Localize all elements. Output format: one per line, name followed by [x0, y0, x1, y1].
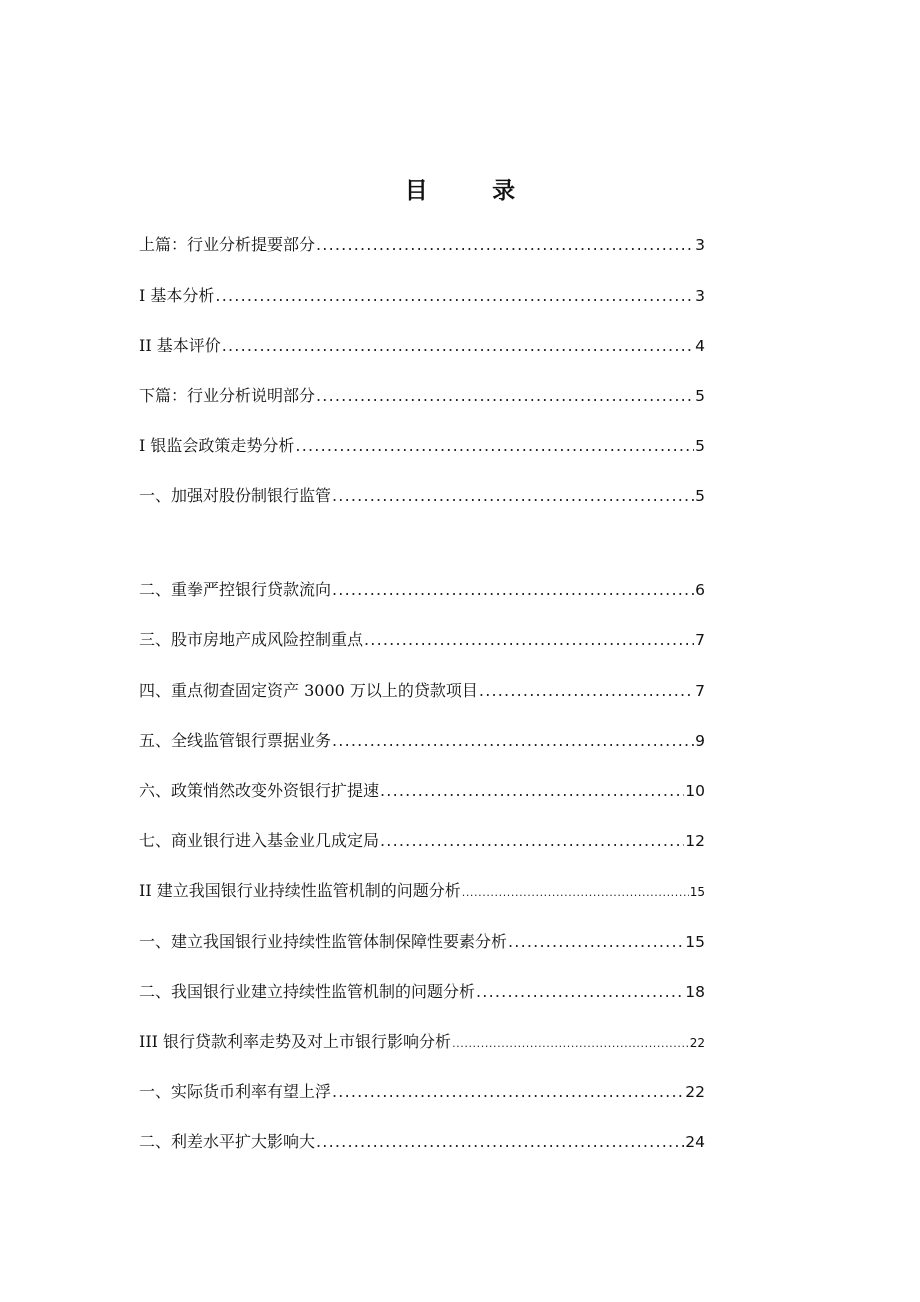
toc-entry[interactable] — [139, 1081, 705, 1103]
dot-leader — [332, 579, 694, 601]
toc-entry-label: 四、重点彻查固定资产 3000 万以上的贷款项目 — [139, 681, 478, 700]
toc-entry[interactable] — [139, 880, 705, 902]
toc-entry[interactable] — [139, 1131, 705, 1153]
toc-entry-label: I 基本分析 — [139, 286, 215, 305]
dot-leader — [380, 780, 684, 802]
dot-leader — [452, 1033, 689, 1055]
toc-entry[interactable] — [139, 730, 705, 752]
toc-entry-page: 5 — [695, 437, 705, 455]
toc-entry[interactable] — [139, 1031, 705, 1053]
dot-leader — [476, 981, 684, 1003]
toc-entry-label: 下篇：行业分析说明部分 — [139, 386, 316, 405]
dot-leader — [215, 285, 694, 307]
toc-entry-page: 10 — [685, 782, 705, 800]
toc-entry-page: 4 — [695, 337, 705, 355]
dot-leader — [222, 335, 694, 357]
toc-entry-label: 七、商业银行进入基金业几成定局 — [139, 831, 380, 850]
toc-entry-page: 15 — [689, 885, 705, 899]
toc-title: 目 录 — [404, 177, 536, 204]
toc-entry-label: 一、加强对股份制银行监管 — [139, 486, 332, 505]
dot-leader — [316, 234, 694, 256]
toc-entry-label: I 银监会政策走势分析 — [139, 436, 295, 455]
dot-leader — [332, 730, 694, 752]
toc-entry[interactable] — [139, 780, 705, 802]
toc-entry-page: 7 — [695, 682, 705, 700]
toc-entry-page: 6 — [695, 581, 705, 599]
dot-leader — [462, 882, 689, 904]
toc-entry[interactable] — [139, 234, 705, 256]
toc-entry[interactable] — [139, 579, 705, 601]
toc-entry-label: 二、我国银行业建立持续性监管机制的问题分析 — [139, 982, 476, 1001]
dot-leader — [295, 435, 694, 457]
toc-entry-label: 五、全线监管银行票据业务 — [139, 731, 332, 750]
toc-entry[interactable] — [139, 981, 705, 1003]
toc-entry-label: II 基本评价 — [139, 336, 221, 355]
dot-leader — [380, 830, 684, 852]
toc-entry-label: 一、建立我国银行业持续性监管体制保障性要素分析 — [139, 932, 508, 951]
toc-entry-page: 24 — [685, 1133, 705, 1151]
toc-entry-label: 六、政策悄然改变外资银行扩提速 — [139, 781, 380, 800]
toc-entry-page: 12 — [685, 832, 705, 850]
toc-entry-page: 18 — [685, 983, 705, 1001]
toc-entry[interactable] — [139, 680, 705, 702]
toc-entry-page: 15 — [685, 933, 705, 951]
toc-entry[interactable] — [139, 485, 705, 507]
dot-leader — [508, 931, 684, 953]
toc-entry-page: 3 — [695, 287, 705, 305]
toc-entry[interactable] — [139, 830, 705, 852]
toc-entry-page: 3 — [695, 236, 705, 254]
toc-entry[interactable] — [139, 385, 705, 407]
dot-leader — [332, 485, 694, 507]
dot-leader — [316, 385, 694, 407]
dot-leader — [332, 1081, 684, 1103]
toc-entry-page: 22 — [689, 1036, 705, 1050]
toc-entry-page: 22 — [685, 1083, 705, 1101]
toc-entry[interactable] — [139, 335, 705, 357]
dot-leader — [364, 629, 694, 651]
toc-entry-label: III 银行贷款利率走势及对上市银行影响分析 — [139, 1032, 452, 1051]
toc-entry[interactable] — [139, 435, 705, 457]
toc-entry-label: 二、利差水平扩大影响大 — [139, 1132, 316, 1151]
toc-entry[interactable] — [139, 629, 705, 651]
toc-entry-label: 一、实际货币利率有望上浮 — [139, 1082, 332, 1101]
toc-entry-label: 二、重拳严控银行贷款流向 — [139, 580, 332, 599]
toc-entry-page: 5 — [695, 387, 705, 405]
dot-leader — [479, 680, 694, 702]
toc-entry-page: 7 — [695, 631, 705, 649]
toc-entry[interactable] — [139, 285, 705, 307]
toc-entry-page: 5 — [695, 487, 705, 505]
toc-entry-page: 9 — [695, 732, 705, 750]
toc-entry[interactable] — [139, 931, 705, 953]
dot-leader — [316, 1131, 684, 1153]
toc-entry-label: 上篇：行业分析提要部分 — [139, 235, 316, 254]
toc-entry-label: 三、股市房地产成风险控制重点 — [139, 630, 364, 649]
toc-entry-label: II 建立我国银行业持续性监管机制的问题分析 — [139, 881, 461, 900]
